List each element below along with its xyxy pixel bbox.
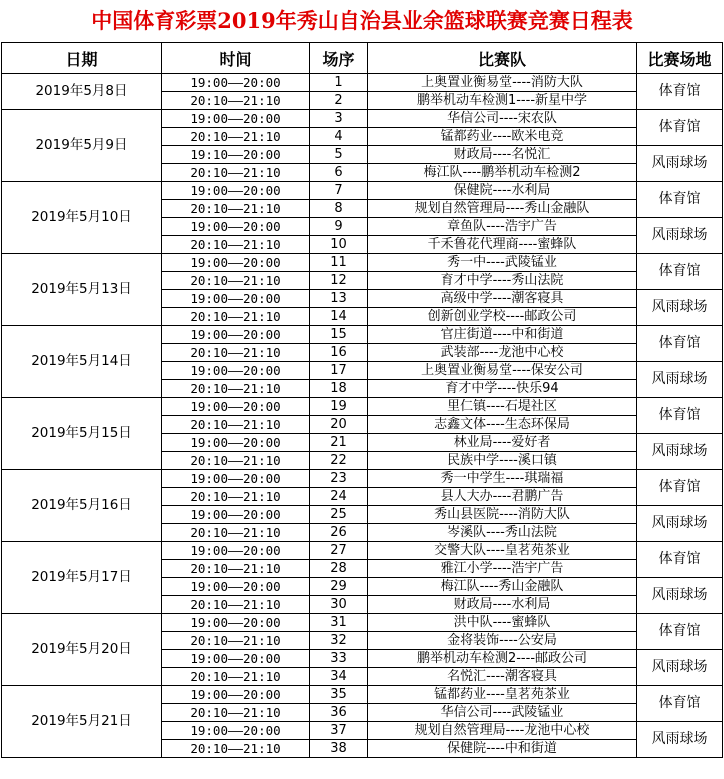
- date-cell: 2019年5月10日: [2, 182, 162, 254]
- match-no-cell: 10: [310, 236, 368, 254]
- time-cell: 20:10——21:10: [162, 128, 310, 146]
- venue-cell: 风雨球场: [637, 578, 723, 614]
- time-cell: 20:10——21:10: [162, 524, 310, 542]
- teams-cell: 上奥置业衡易堂----保安公司: [368, 362, 637, 380]
- date-cell: 2019年5月15日: [2, 398, 162, 470]
- time-cell: 19:00——20:00: [162, 290, 310, 308]
- date-cell: 2019年5月8日: [2, 74, 162, 110]
- teams-cell: 雅江小学----浩宇广告: [368, 560, 637, 578]
- page-title: 中国体育彩票2019年秀山自治县业余篮球联赛竞赛日程表: [91, 8, 633, 33]
- time-cell: 19:00——20:00: [162, 110, 310, 128]
- time-cell: 19:00——20:00: [162, 542, 310, 560]
- match-no-cell: 33: [310, 650, 368, 668]
- teams-cell: 梅江队----秀山金融队: [368, 578, 637, 596]
- venue-cell: 体育馆: [637, 614, 723, 650]
- time-cell: 19:10——20:00: [162, 146, 310, 164]
- match-no-cell: 14: [310, 308, 368, 326]
- teams-cell: 高级中学----潮客寝具: [368, 290, 637, 308]
- venue-cell: 风雨球场: [637, 290, 723, 326]
- table-row: [2, 110, 723, 128]
- match-no-cell: 9: [310, 218, 368, 236]
- teams-cell: 育才中学----秀山法院: [368, 272, 637, 290]
- time-cell: 19:00——20:00: [162, 506, 310, 524]
- match-no-cell: 22: [310, 452, 368, 470]
- header-row: [2, 43, 723, 74]
- match-no-cell: 15: [310, 326, 368, 344]
- header-teams: 比赛队: [368, 43, 637, 74]
- match-no-cell: 16: [310, 344, 368, 362]
- time-cell: 20:10——21:10: [162, 488, 310, 506]
- time-cell: 20:10——21:10: [162, 308, 310, 326]
- match-no-cell: 12: [310, 272, 368, 290]
- venue-cell: 风雨球场: [637, 362, 723, 398]
- match-no-cell: 3: [310, 110, 368, 128]
- teams-cell: 章鱼队----浩宇广告: [368, 218, 637, 236]
- venue-cell: 风雨球场: [637, 218, 723, 254]
- venue-cell: 风雨球场: [637, 650, 723, 686]
- time-cell: 20:10——21:10: [162, 272, 310, 290]
- teams-cell: 上奥置业衡易堂----消防大队: [368, 74, 637, 92]
- teams-cell: 秀一中学生----琪瑞福: [368, 470, 637, 488]
- match-no-cell: 19: [310, 398, 368, 416]
- time-cell: 19:00——20:00: [162, 434, 310, 452]
- header-venue: 比赛场地: [637, 43, 723, 74]
- time-cell: 19:00——20:00: [162, 722, 310, 740]
- teams-cell: 秀山县医院----消防大队: [368, 506, 637, 524]
- match-no-cell: 32: [310, 632, 368, 650]
- teams-cell: 洪中队----蜜蜂队: [368, 614, 637, 632]
- match-no-cell: 6: [310, 164, 368, 182]
- time-cell: 20:10——21:10: [162, 416, 310, 434]
- time-cell: 20:10——21:10: [162, 452, 310, 470]
- time-cell: 19:00——20:00: [162, 182, 310, 200]
- teams-cell: 名悦汇----潮客寝具: [368, 668, 637, 686]
- venue-cell: 体育馆: [637, 74, 723, 110]
- match-no-cell: 2: [310, 92, 368, 110]
- venue-cell: 体育馆: [637, 470, 723, 506]
- header-date: 日期: [2, 43, 162, 74]
- time-cell: 20:10——21:10: [162, 164, 310, 182]
- teams-cell: 规划自然管理局----秀山金融队: [368, 200, 637, 218]
- teams-cell: 里仁镇----石堤社区: [368, 398, 637, 416]
- time-cell: 20:10——21:10: [162, 668, 310, 686]
- match-no-cell: 5: [310, 146, 368, 164]
- venue-cell: 风雨球场: [637, 146, 723, 182]
- table-row: [2, 614, 723, 632]
- date-cell: 2019年5月14日: [2, 326, 162, 398]
- teams-cell: 财政局----名悦汇: [368, 146, 637, 164]
- venue-cell: 风雨球场: [637, 506, 723, 542]
- teams-cell: 官庄街道----中和街道: [368, 326, 637, 344]
- time-cell: 20:10——21:10: [162, 92, 310, 110]
- time-cell: 19:00——20:00: [162, 686, 310, 704]
- teams-cell: 育才中学----快乐94: [368, 380, 637, 398]
- match-no-cell: 26: [310, 524, 368, 542]
- teams-cell: 林业局----爱好者: [368, 434, 637, 452]
- match-no-cell: 37: [310, 722, 368, 740]
- table-row: [2, 326, 723, 344]
- teams-cell: 华信公司----武陵锰业: [368, 704, 637, 722]
- table-row: [2, 542, 723, 560]
- match-no-cell: 24: [310, 488, 368, 506]
- teams-cell: 县人大办----君鹏广告: [368, 488, 637, 506]
- match-no-cell: 29: [310, 578, 368, 596]
- teams-cell: 保健院----中和街道: [368, 740, 637, 758]
- teams-cell: 交警大队----皇茗苑茶业: [368, 542, 637, 560]
- venue-cell: 体育馆: [637, 254, 723, 290]
- time-cell: 19:00——20:00: [162, 578, 310, 596]
- venue-cell: 风雨球场: [637, 434, 723, 470]
- teams-cell: 鹏举机动车检测1----新星中学: [368, 92, 637, 110]
- time-cell: 19:00——20:00: [162, 326, 310, 344]
- teams-cell: 保健院----水利局: [368, 182, 637, 200]
- match-no-cell: 8: [310, 200, 368, 218]
- teams-cell: 金将装饰----公安局: [368, 632, 637, 650]
- match-no-cell: 36: [310, 704, 368, 722]
- date-cell: 2019年5月13日: [2, 254, 162, 326]
- teams-cell: 志鑫文体----生态环保局: [368, 416, 637, 434]
- match-no-cell: 28: [310, 560, 368, 578]
- teams-cell: 秀一中----武陵锰业: [368, 254, 637, 272]
- match-no-cell: 27: [310, 542, 368, 560]
- match-no-cell: 35: [310, 686, 368, 704]
- time-cell: 19:00——20:00: [162, 218, 310, 236]
- time-cell: 20:10——21:10: [162, 596, 310, 614]
- time-cell: 20:10——21:10: [162, 200, 310, 218]
- match-no-cell: 25: [310, 506, 368, 524]
- time-cell: 20:10——21:10: [162, 380, 310, 398]
- teams-cell: 鹏举机动车检测2----邮政公司: [368, 650, 637, 668]
- header-time: 时间: [162, 43, 310, 74]
- teams-cell: 财政局----水利局: [368, 596, 637, 614]
- match-no-cell: 31: [310, 614, 368, 632]
- teams-cell: 规划自然管理局----龙池中心校: [368, 722, 637, 740]
- venue-cell: 体育馆: [637, 326, 723, 362]
- date-cell: 2019年5月17日: [2, 542, 162, 614]
- match-no-cell: 30: [310, 596, 368, 614]
- match-no-cell: 13: [310, 290, 368, 308]
- header-match-no: 场序: [310, 43, 368, 74]
- match-no-cell: 34: [310, 668, 368, 686]
- time-cell: 20:10——21:10: [162, 560, 310, 578]
- time-cell: 20:10——21:10: [162, 344, 310, 362]
- teams-cell: 千禾鲁花代理商----蜜蜂队: [368, 236, 637, 254]
- match-no-cell: 18: [310, 380, 368, 398]
- venue-cell: 体育馆: [637, 398, 723, 434]
- venue-cell: 体育馆: [637, 110, 723, 146]
- match-no-cell: 38: [310, 740, 368, 758]
- date-cell: 2019年5月21日: [2, 686, 162, 758]
- teams-cell: 锰都药业----欧米电竞: [368, 128, 637, 146]
- time-cell: 19:00——20:00: [162, 614, 310, 632]
- schedule-body: [2, 74, 723, 758]
- date-cell: 2019年5月16日: [2, 470, 162, 542]
- match-no-cell: 21: [310, 434, 368, 452]
- time-cell: 19:00——20:00: [162, 362, 310, 380]
- venue-cell: 体育馆: [637, 686, 723, 722]
- match-no-cell: 17: [310, 362, 368, 380]
- venue-cell: 体育馆: [637, 182, 723, 218]
- time-cell: 19:00——20:00: [162, 650, 310, 668]
- match-no-cell: 1: [310, 74, 368, 92]
- teams-cell: 创新创业学校----邮政公司: [368, 308, 637, 326]
- time-cell: 19:00——20:00: [162, 254, 310, 272]
- teams-cell: 锰都药业----皇茗苑茶业: [368, 686, 637, 704]
- teams-cell: 华信公司----宋农队: [368, 110, 637, 128]
- match-no-cell: 20: [310, 416, 368, 434]
- date-cell: 2019年5月9日: [2, 110, 162, 182]
- schedule-table: [1, 42, 723, 758]
- table-row: [2, 254, 723, 272]
- table-row: [2, 182, 723, 200]
- time-cell: 19:00——20:00: [162, 74, 310, 92]
- match-no-cell: 11: [310, 254, 368, 272]
- teams-cell: 武装部----龙池中心校: [368, 344, 637, 362]
- match-no-cell: 7: [310, 182, 368, 200]
- match-no-cell: 4: [310, 128, 368, 146]
- time-cell: 20:10——21:10: [162, 236, 310, 254]
- teams-cell: 岑溪队----秀山法院: [368, 524, 637, 542]
- time-cell: 19:00——20:00: [162, 398, 310, 416]
- date-cell: 2019年5月20日: [2, 614, 162, 686]
- time-cell: 19:00——20:00: [162, 470, 310, 488]
- match-no-cell: 23: [310, 470, 368, 488]
- table-row: [2, 470, 723, 488]
- time-cell: 20:10——21:10: [162, 704, 310, 722]
- teams-cell: 民族中学----溪口镇: [368, 452, 637, 470]
- table-row: [2, 74, 723, 92]
- table-row: [2, 398, 723, 416]
- table-row: [2, 686, 723, 704]
- teams-cell: 梅江队----鹏举机动车检测2: [368, 164, 637, 182]
- time-cell: 20:10——21:10: [162, 632, 310, 650]
- venue-cell: 风雨球场: [637, 722, 723, 758]
- venue-cell: 体育馆: [637, 542, 723, 578]
- time-cell: 20:10——21:10: [162, 740, 310, 758]
